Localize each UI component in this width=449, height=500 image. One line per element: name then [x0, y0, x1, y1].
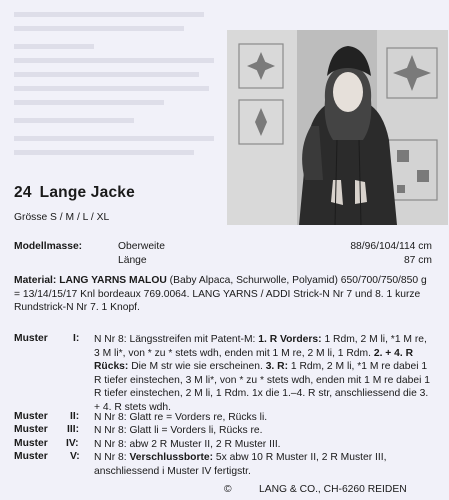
material-brand: LANG YARNS MALOU: [59, 275, 167, 286]
muster-description: [94, 411, 434, 425]
muster-id: III:: [67, 424, 80, 435]
muster-text-segment: 1 Rdm, 2 M li, *1 M re dabei 1 R tiefer einstechen, 3 M li*, von * zu * stets wdh, enden mit 1 M re dabei 1 R tiefer einstechen, 2 M li, 1 Rdm. 1x die 1.–4. R str, anschliessend die 3. + 4. R stets wdh.: [94, 361, 430, 413]
muster-description: [94, 451, 434, 478]
muster-label: Muster: [14, 411, 48, 422]
measurement-value: 88/96/104/114 cm: [350, 241, 432, 252]
material-paragraph: [14, 274, 434, 315]
footer-publisher: LANG & CO., CH-6260 REIDEN: [259, 484, 407, 495]
muster-id: II:: [70, 411, 80, 422]
muster-label: Muster: [14, 333, 48, 344]
muster-description: [94, 438, 434, 452]
muster-id: I:: [73, 333, 80, 344]
model-photo: [227, 30, 448, 225]
muster-id: V:: [70, 451, 80, 462]
sizes-line: Grösse S / M / L / XL: [14, 212, 110, 223]
muster-text-segment: N Nr 8:: [94, 452, 130, 463]
muster-text-segment: 1 Rdm, 2 M li, *1 M re, 3 M li*, von * zu * stets wdh, enden mit 1 M re, 2 M li, 1 Rdm.: [94, 334, 427, 359]
muster-text-segment: N Nr 8: abw 2 R Muster II, 2 R Muster III.: [94, 439, 281, 450]
muster-text-segment: Die M str wie sie erscheinen.: [128, 361, 266, 373]
pattern-number: 24: [14, 184, 32, 201]
measurements-label: Modellmasse:: [14, 241, 83, 252]
measurement-name: Oberweite: [118, 241, 165, 252]
muster-text-segment: N Nr 8: Glatt re = Vorders re, Rücks li.: [94, 412, 268, 423]
pattern-title: [14, 184, 135, 202]
measurement-name: Länge: [118, 255, 147, 266]
muster-label: Muster: [14, 424, 48, 435]
muster-id: IV:: [66, 438, 79, 449]
muster-description: [94, 424, 434, 438]
muster-label: Muster: [14, 438, 48, 449]
material-label: Material:: [14, 275, 57, 286]
muster-label: Muster: [14, 451, 48, 462]
material-text: (Baby Alpaca, Schurwolle, Polyamid) 650/700/750/850 g = 13/14/15/17 Knl bordeaux 769.0064. LANG YARNS / ADDI Strick-N Nr 7 und 8. 1 kurze Rundstrick-N Nr 7. 1 Knopf.: [14, 275, 427, 314]
copyright-icon: ©: [224, 484, 232, 495]
pattern-name: Lange Jacke: [39, 184, 135, 201]
muster-description: [94, 333, 434, 415]
muster-text-segment: 5x abw 10 R Muster II, 2 R Muster III, anschliessend i Muster IV fertigstr.: [94, 452, 387, 477]
muster-row-heading: 2. + 4. R Rücks:: [94, 347, 414, 373]
muster-text-segment: N Nr 8: Längsstreifen mit Patent-M:: [94, 334, 259, 345]
muster-row-heading: 1. R Vorders:: [258, 334, 322, 345]
muster-row-heading: 3. R:: [265, 361, 289, 373]
measurement-value: 87 cm: [403, 255, 432, 266]
muster-row-heading: Verschlussborte:: [129, 452, 214, 463]
muster-text-segment: N Nr 8: Glatt li = Vorders li, Rücks re.: [94, 425, 263, 436]
